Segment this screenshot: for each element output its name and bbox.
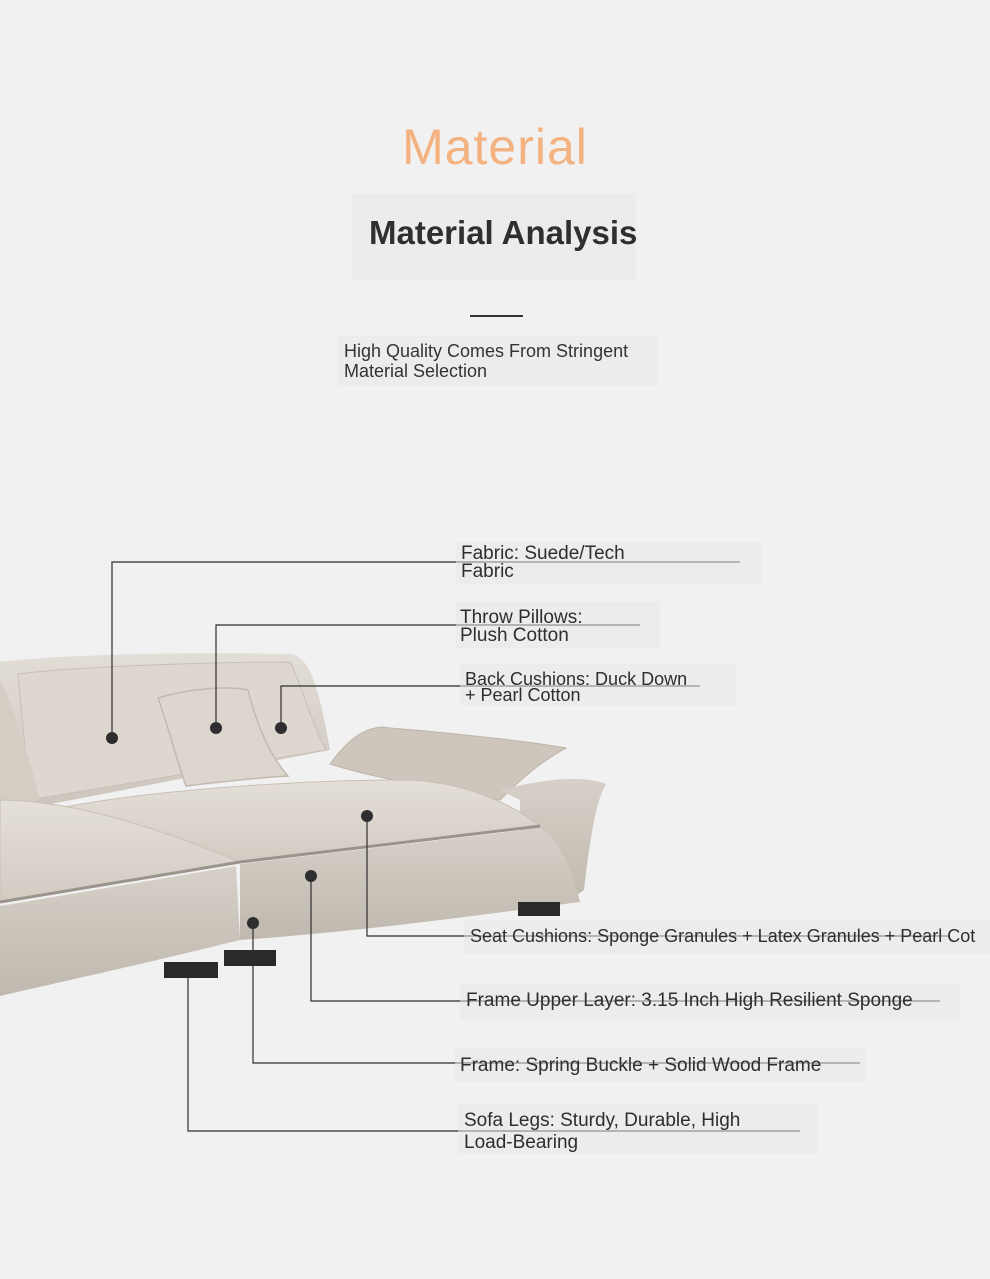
seat-cushions-marker-dot: [361, 810, 373, 822]
back-cushions-marker-dot: [275, 722, 287, 734]
subtitle-line-1: High Quality Comes From Stringent: [344, 341, 629, 361]
frame-upper-label: Frame Upper Layer: 3.15 Inch High Resilient Sponge: [466, 990, 913, 1011]
legs-label: [464, 1110, 740, 1154]
fabric-label-line-1: Fabric: Suede/Tech: [461, 543, 625, 564]
fabric-marker-dot: [106, 732, 118, 744]
frame-upper-marker-dot: [305, 870, 317, 882]
throw-pillows-label: [460, 609, 582, 645]
page-title: Material Analysis: [369, 214, 638, 251]
fabric-label: [461, 545, 625, 581]
subtitle-line-2: Material Selection: [344, 361, 488, 381]
throw-pillows-marker-dot: [210, 722, 222, 734]
frame-marker-dot: [247, 917, 259, 929]
fabric-leader-line: [112, 562, 740, 738]
seat-cushions-leader-line: [367, 816, 950, 936]
back-cushions-label: [465, 671, 687, 703]
legs-label-line-2: Load-Bearing: [464, 1132, 579, 1153]
seat-cushions-label: Seat Cushions: Sponge Granules + Latex Granules + Pearl Cot: [470, 926, 976, 946]
accent-heading: Material: [402, 119, 588, 175]
fabric-label-line-2: Fabric: [461, 561, 514, 582]
back-cushions-label-line-1: Back Cushions: Duck Down: [465, 669, 688, 689]
back-cushions-label-line-2: + Pearl Cotton: [465, 685, 581, 705]
throw-pillows-label-line-2: Plush Cotton: [460, 625, 569, 646]
frame-label: Frame: Spring Buckle + Solid Wood Frame: [460, 1055, 822, 1076]
legs-label-line-1: Sofa Legs: Sturdy, Durable, High: [464, 1110, 741, 1131]
throw-pillows-label-line-1: Throw Pillows:: [460, 607, 583, 628]
